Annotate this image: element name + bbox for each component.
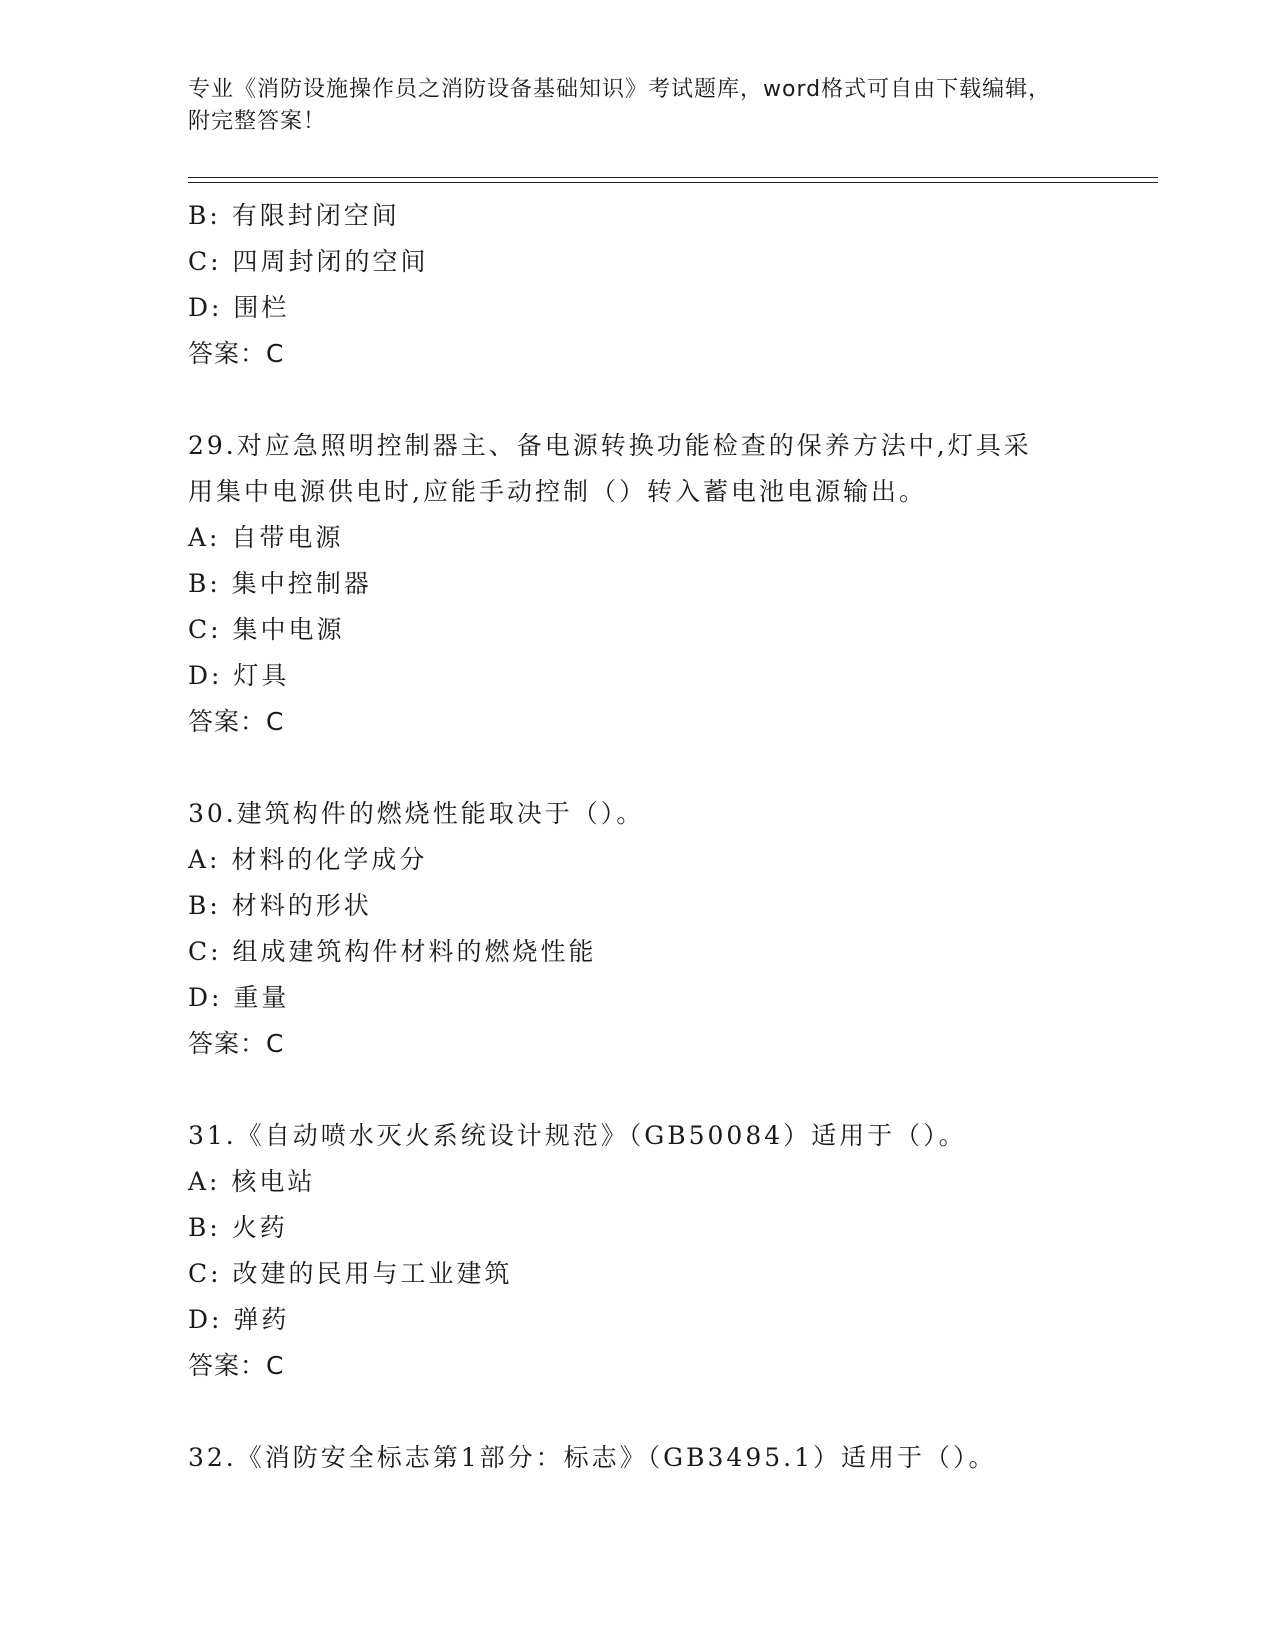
option-a: A: 核电站: [188, 1167, 316, 1196]
option-b: B: 材料的形状: [188, 891, 372, 920]
answer: 答案：C: [188, 1351, 285, 1380]
option-c: C: 四周封闭的空间: [188, 247, 429, 276]
option-c: C: 集中电源: [188, 615, 345, 644]
option-a: A: 材料的化学成分: [188, 845, 428, 874]
option-a: A: 自带电源: [188, 523, 344, 552]
document-header: 专业《消防设施操作员之消防设备基础知识》考试题库，word格式可自由下载编辑，附完整答案！: [188, 77, 1052, 134]
question-text: 30.建筑构件的燃烧性能取决于（）。: [188, 799, 645, 828]
continued-question: [188, 193, 1088, 377]
option-b: B: 集中控制器: [188, 569, 372, 598]
header-divider: [188, 177, 1158, 183]
option-d: D: 重量: [188, 983, 290, 1012]
option-b: B: 火药: [188, 1213, 288, 1242]
option-c: C: 组成建筑构件材料的燃烧性能: [188, 937, 597, 966]
document-body: [188, 193, 1088, 1481]
option-c: C: 改建的民用与工业建筑: [188, 1259, 513, 1288]
answer: 答案：C: [188, 707, 285, 736]
option-b: B: 有限封闭空间: [188, 201, 400, 230]
question-text: 31.《自动喷水灭火系统设计规范》（GB50084）适用于（）。: [188, 1121, 967, 1150]
question-32: [188, 1435, 1088, 1481]
answer: 答案：C: [188, 339, 285, 368]
question-29: [188, 423, 1088, 745]
option-d: D: 弹药: [188, 1305, 290, 1334]
option-d: D: 灯具: [188, 661, 290, 690]
option-d: D: 围栏: [188, 293, 290, 322]
question-31: [188, 1113, 1088, 1389]
answer: 答案：C: [188, 1029, 285, 1058]
question-text: 29.对应急照明控制器主、备电源转换功能检查的保养方法中,灯具采用集中电源供电时,应能手动控制（）转入蓄电池电源输出。: [188, 431, 1032, 506]
question-30: [188, 791, 1088, 1067]
question-text: 32.《消防安全标志第1部分：标志》（GB3495.1）适用于（）。: [188, 1443, 997, 1472]
